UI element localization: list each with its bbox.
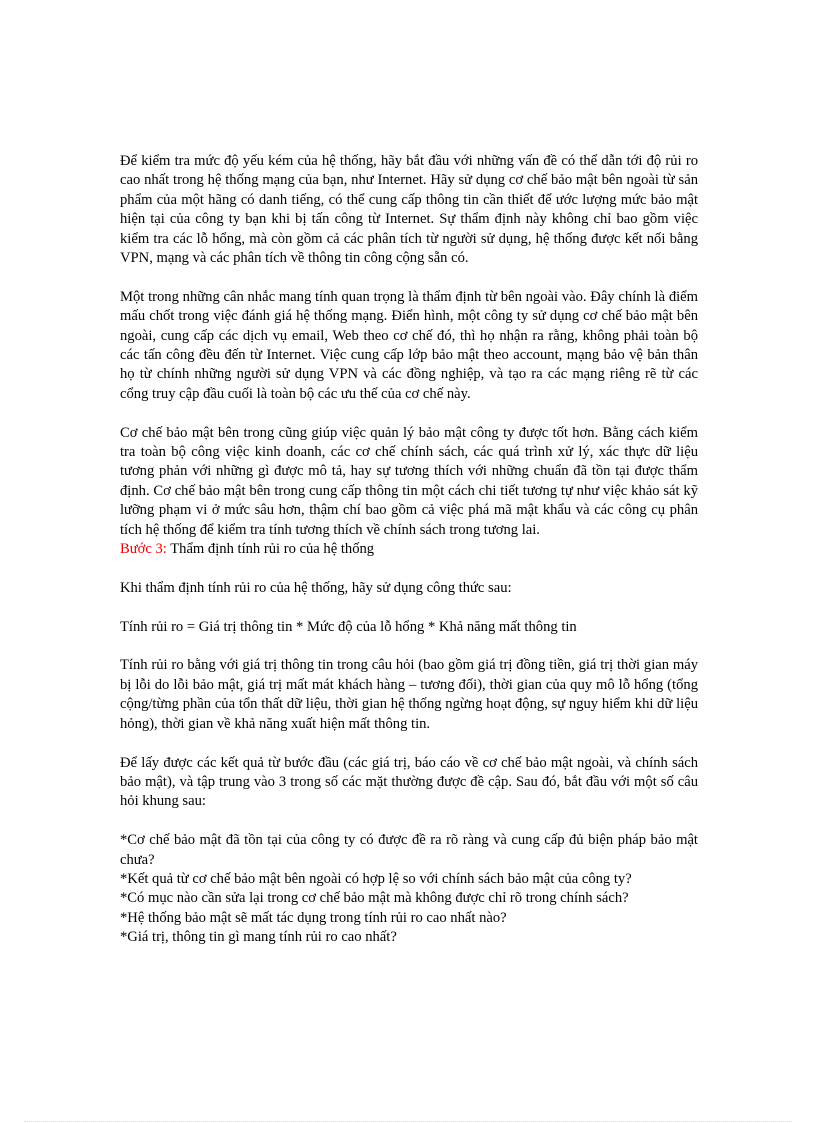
document-body — [120, 152, 698, 948]
list-item: *Cơ chế bảo mật đã tồn tại của công ty có được đề ra rõ ràng và cung cấp đủ biện pháp bảo mật chưa? — [120, 832, 698, 868]
paragraph-external-assessment: Để kiểm tra mức độ yếu kém của hệ thống, hãy bắt đầu với những vấn đề có thể dẫn tới độ rủi ro cao nhất trong hệ thống mạng của bạn, như Internet. Hãy sử dụng cơ chế bảo mật bên ngoài từ sản phẩm của một hãng có danh tiếng, có thể cung cấp thông tin cần thiết để ước lượng mức bảo mật hiện tại của công ty bạn khi bị tấn công từ Internet. Sự thẩm định này không chỉ bao gồm việc kiểm tra các lỗ hổng, mà còn gồm cả các phân tích từ người sử dụng, hệ thống được kết nối bằng VPN, mạng và các phân tích về thông tin công cộng sẵn có. — [120, 153, 698, 267]
page-bottom-divider — [24, 1121, 792, 1122]
paragraph-formula-explanation: Tính rủi ro bằng với giá trị thông tin trong câu hỏi (bao gồm giá trị đồng tiền, giá trị thời gian máy bị lỗi do lỗi bảo mật, giá trị mất mát khách hàng – tương đối), thời gian của quy mô lỗ hổng (tổng cộng/từng phần của tổn thất dữ liệu, thời gian hệ thống ngừng hoạt động, sự nguy hiểm khi dữ liệu hỏng), thời gian về khả năng xuất hiện mất thông tin. — [120, 657, 698, 732]
paragraph-formula-intro: Khi thẩm định tính rủi ro của hệ thống, hãy sử dụng công thức sau: — [120, 579, 512, 596]
paragraph-next-steps: Để lấy được các kết quả từ bước đầu (các giá trị, báo cáo về cơ chế bảo mật ngoài, và chính sách bảo mật), và tập trung vào 3 trong số các mặt thường được đề cập. Sau đó, bắt đầu với một số câu hỏi khung sau: — [120, 754, 698, 810]
question-list — [120, 831, 698, 947]
list-item: *Giá trị, thông tin gì mang tính rủi ro cao nhất? — [120, 929, 397, 946]
step-label: Bước 3: — [120, 541, 167, 558]
paragraph-internal-assessment: Cơ chế bảo mật bên trong cũng giúp việc quản lý bảo mật công ty được tốt hơn. Bằng cách kiểm tra toàn bộ công việc kinh doanh, các cơ chế chính sách, các quá trình xử lý, xác thực dữ liệu tương phản với những gì được mô tả, hay sự tương thích với những chuẩn đã tồn tại được thẩm định. Cơ chế bảo mật bên trong cung cấp thông tin một cách chi tiết tương tự như việc khảo sát kỹ lưỡng phạm vi ở mức sâu hơn, thậm chí bao gồm cả việc phá mã mật khẩu và các công cụ phân tích hệ thống để kiểm tra tính tương thích về chính sách trong tương lai. — [120, 424, 698, 538]
risk-formula: Tính rủi ro = Giá trị thông tin * Mức độ của lỗ hổng * Khả năng mất thông tin — [120, 618, 577, 635]
list-item: *Kết quả từ cơ chế bảo mật bên ngoài có hợp lệ so với chính sách bảo mật của công ty? — [120, 870, 632, 887]
paragraph-outside-in-assessment: Một trong những cân nhắc mang tính quan trọng là thẩm định từ bên ngoài vào. Đây chính là điểm mấu chốt trong việc đánh giá hệ thống mạng. Điển hình, một công ty sử dụng cơ chế bảo mật bên ngoài, cung cấp các dịch vụ email, Web theo cơ chế đó, thì họ nhận ra rằng, không phải toàn bộ các tấn công đều đến từ Internet. Việc cung cấp lớp bảo mật theo account, mạng bảo vệ bản thân họ từ chính những người sử dụng VPN và các đồng nghiệp, và tạo ra các mạng riêng rẽ từ các cổng truy cập đầu cuối là toàn bộ các ưu thế của cơ chế này. — [120, 288, 698, 402]
list-item: *Hệ thống bảo mật sẽ mất tác dụng trong tính rủi ro cao nhất nào? — [120, 909, 507, 926]
step-heading — [120, 540, 698, 559]
list-item: *Có mục nào cần sửa lại trong cơ chế bảo mật mà không được chỉ rõ trong chính sách? — [120, 890, 629, 907]
step-title: Thẩm định tính rủi ro của hệ thống — [166, 541, 375, 558]
